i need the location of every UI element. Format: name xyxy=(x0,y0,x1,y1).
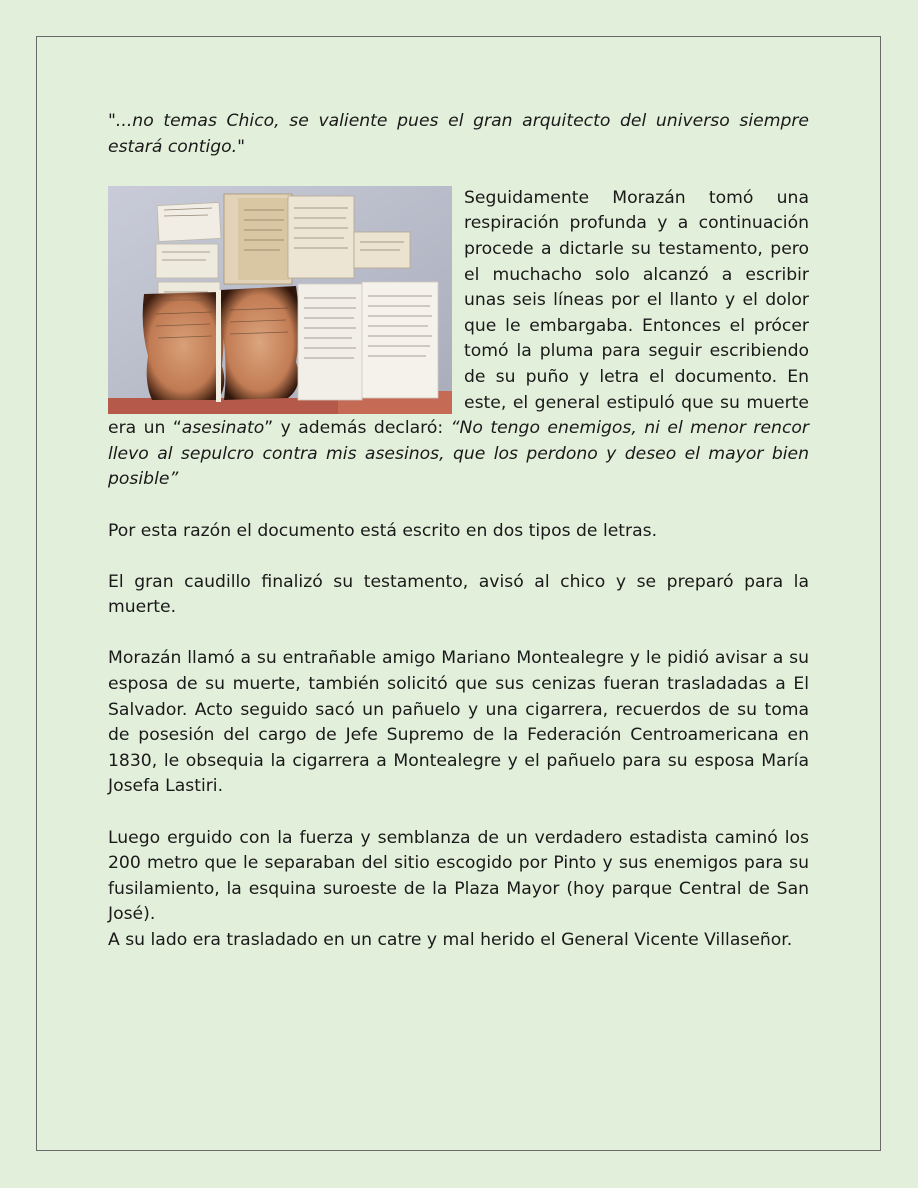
quote-mark-close: " xyxy=(237,136,246,157)
quote-mark-open: " xyxy=(108,111,116,131)
paragraph-villasenor: A su lado era trasladado en un catre y mal herido el General Vicente Villaseñor. xyxy=(108,930,793,950)
paragraph-testament xyxy=(108,186,809,493)
document-body xyxy=(108,109,809,979)
paragraph-two-scripts: Por esta razón el documento está escrito en dos tipos de letras. xyxy=(108,520,658,541)
paragraph-finished-testament: El gran caudillo finalizó su testamento, avisó al chico y se preparó para la muerte. xyxy=(108,571,809,618)
declaration-quote: “No tengo enemigos, ni el menor rencor llevo al sepulcro contra mis asesinos, que los perdono y deseo el mayor bien posible” xyxy=(108,418,809,490)
quote-text: ...no temas Chico, se valiente pues el gran arquitecto del universo siempre estará contigo. xyxy=(108,111,809,157)
declaration-intro: y además declaró: xyxy=(273,418,451,439)
documents-image-icon xyxy=(108,186,452,414)
testament-text: Seguidamente Morazán tomó una respiración profunda y a continuación procede a dictarle su testamento, pero el muchacho solo alcanzó a escribir unas seis líneas por el llanto y el dolor que le embargaba. Entonces el prócer tomó la pluma para seguir escribiendo de su puño y letra el documento. En este, el general estipuló que su muerte era un xyxy=(108,187,809,439)
paragraph-walk-to-execution: Luego erguido con la fuerza y semblanza de un verdadero estadista caminó los 200 metro que le separaban del sitio escogido por Pinto y sus enemigos para su fusilamiento, la esquina suroeste de la Plaza Mayor (hoy parque Central de San José). xyxy=(108,827,809,925)
historic-documents-photo xyxy=(108,186,452,414)
paragraph-montealegre: Morazán llamó a su entrañable amigo Mariano Montealegre y le pidió avisar a su esposa de su muerte, también solicitó que sus cenizas fueran trasladadas a El Salvador. Acto seguido sacó un pañuelo y una cigarrera, recuerdos de su toma de posesión del cargo de Jefe Supremo de la Federación Centroamericana en 1830, le obsequia la cigarrera a Montealegre y el pañuelo para su esposa María Josefa Lastiri. xyxy=(108,648,809,797)
quote-mark-open: “ xyxy=(172,418,182,439)
quote-mark-close: ” xyxy=(264,418,274,439)
asesinato-word: asesinato xyxy=(181,418,265,439)
opening-quote xyxy=(108,109,809,160)
